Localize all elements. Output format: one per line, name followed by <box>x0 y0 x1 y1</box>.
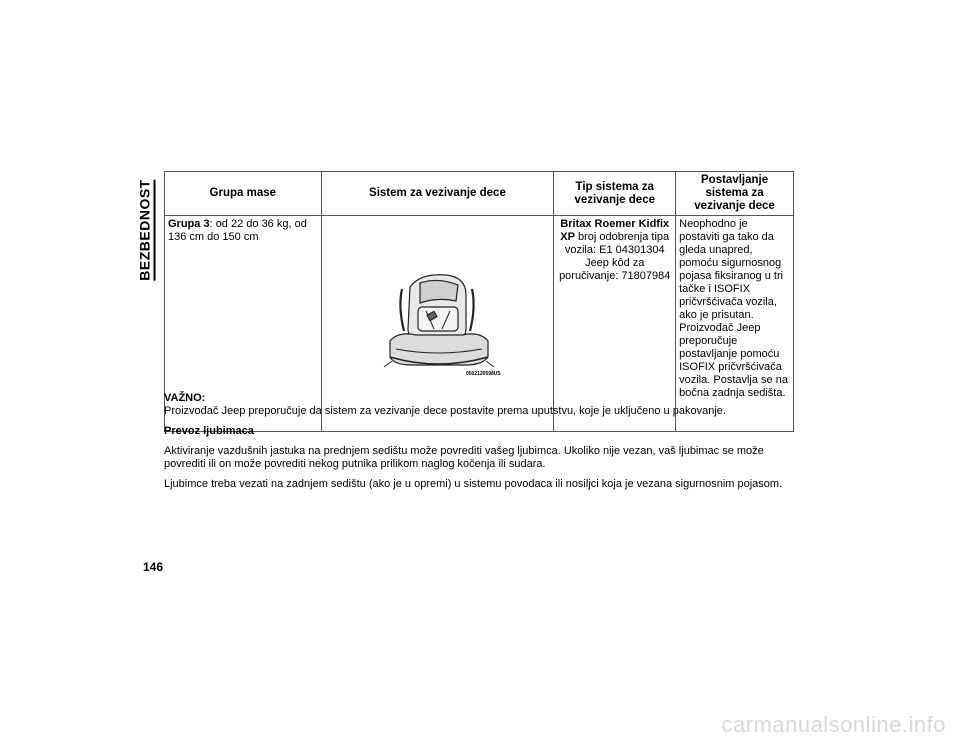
pets-paragraph-1: Aktiviranje vazdušnih jastuka na prednjem sedištu može povrediti vašeg ljubimca. Ukoliko nije vezan, vaš ljubimac se može povrediti ili on može povrediti nekog putnika prilikom naglog kočenja ili sudara. <box>164 445 764 470</box>
header-restraint-system: Sistem za vezivanje dece <box>321 172 554 216</box>
page-number: 146 <box>143 560 164 574</box>
header-installation: Postavljanje sistema za vezivanje dece <box>676 172 794 216</box>
header-weight-group: Grupa mase <box>165 172 322 216</box>
group-name: Grupa 3 <box>168 218 210 230</box>
cell-installation: Neophodno je postaviti ga tako da gleda unapred, pomoću sigurnosnog pojasa fiksiranog u tri tačke i ISOFIX pričvršćivača vozila, ako je prisutan. Proizvođač Jeep preporučuje postavljanje pomoću ISOFIX pričvršćivača vozila. Postavlja se na bočna zadnja sedišta. <box>676 216 794 432</box>
group-range: : od 22 do 36 kg, od 136 cm do 150 cm <box>168 218 307 243</box>
seat-model: Britax Roemer Kidfix XP <box>560 218 670 243</box>
pets-heading: Prevoz ljubimaca <box>164 425 254 437</box>
booster-seat-illustration <box>362 267 512 377</box>
pets-paragraph-2: Ljubimce treba vezati na zadnjem sedištu (ako je u opremi) u sistemu povodaca ili nosiljci koja je vezana sigurnosnim pojasom. <box>164 478 783 490</box>
header-restraint-type: Tip sistema za vezivanje dece <box>554 172 676 216</box>
important-text: Proizvođač Jeep preporučuje da sistem za vezivanje dece postavite prema uputstvu, koje je uključeno u pakovanje. <box>164 405 726 417</box>
table-header-row <box>165 172 794 216</box>
image-code: 0502120598US <box>466 370 502 377</box>
important-note <box>164 392 804 418</box>
important-label: VAŽNO: <box>164 392 206 404</box>
seat-approval: broj odobrenja tipa vozila: E1 04301304 Jeep kôd za poručivanje: 71807984 <box>559 231 671 282</box>
section-tab <box>136 170 156 290</box>
notes-section <box>164 392 804 498</box>
watermark: carmanualsonline.info <box>721 712 946 737</box>
section-tab-label: BEZBEDNOST <box>137 179 156 280</box>
